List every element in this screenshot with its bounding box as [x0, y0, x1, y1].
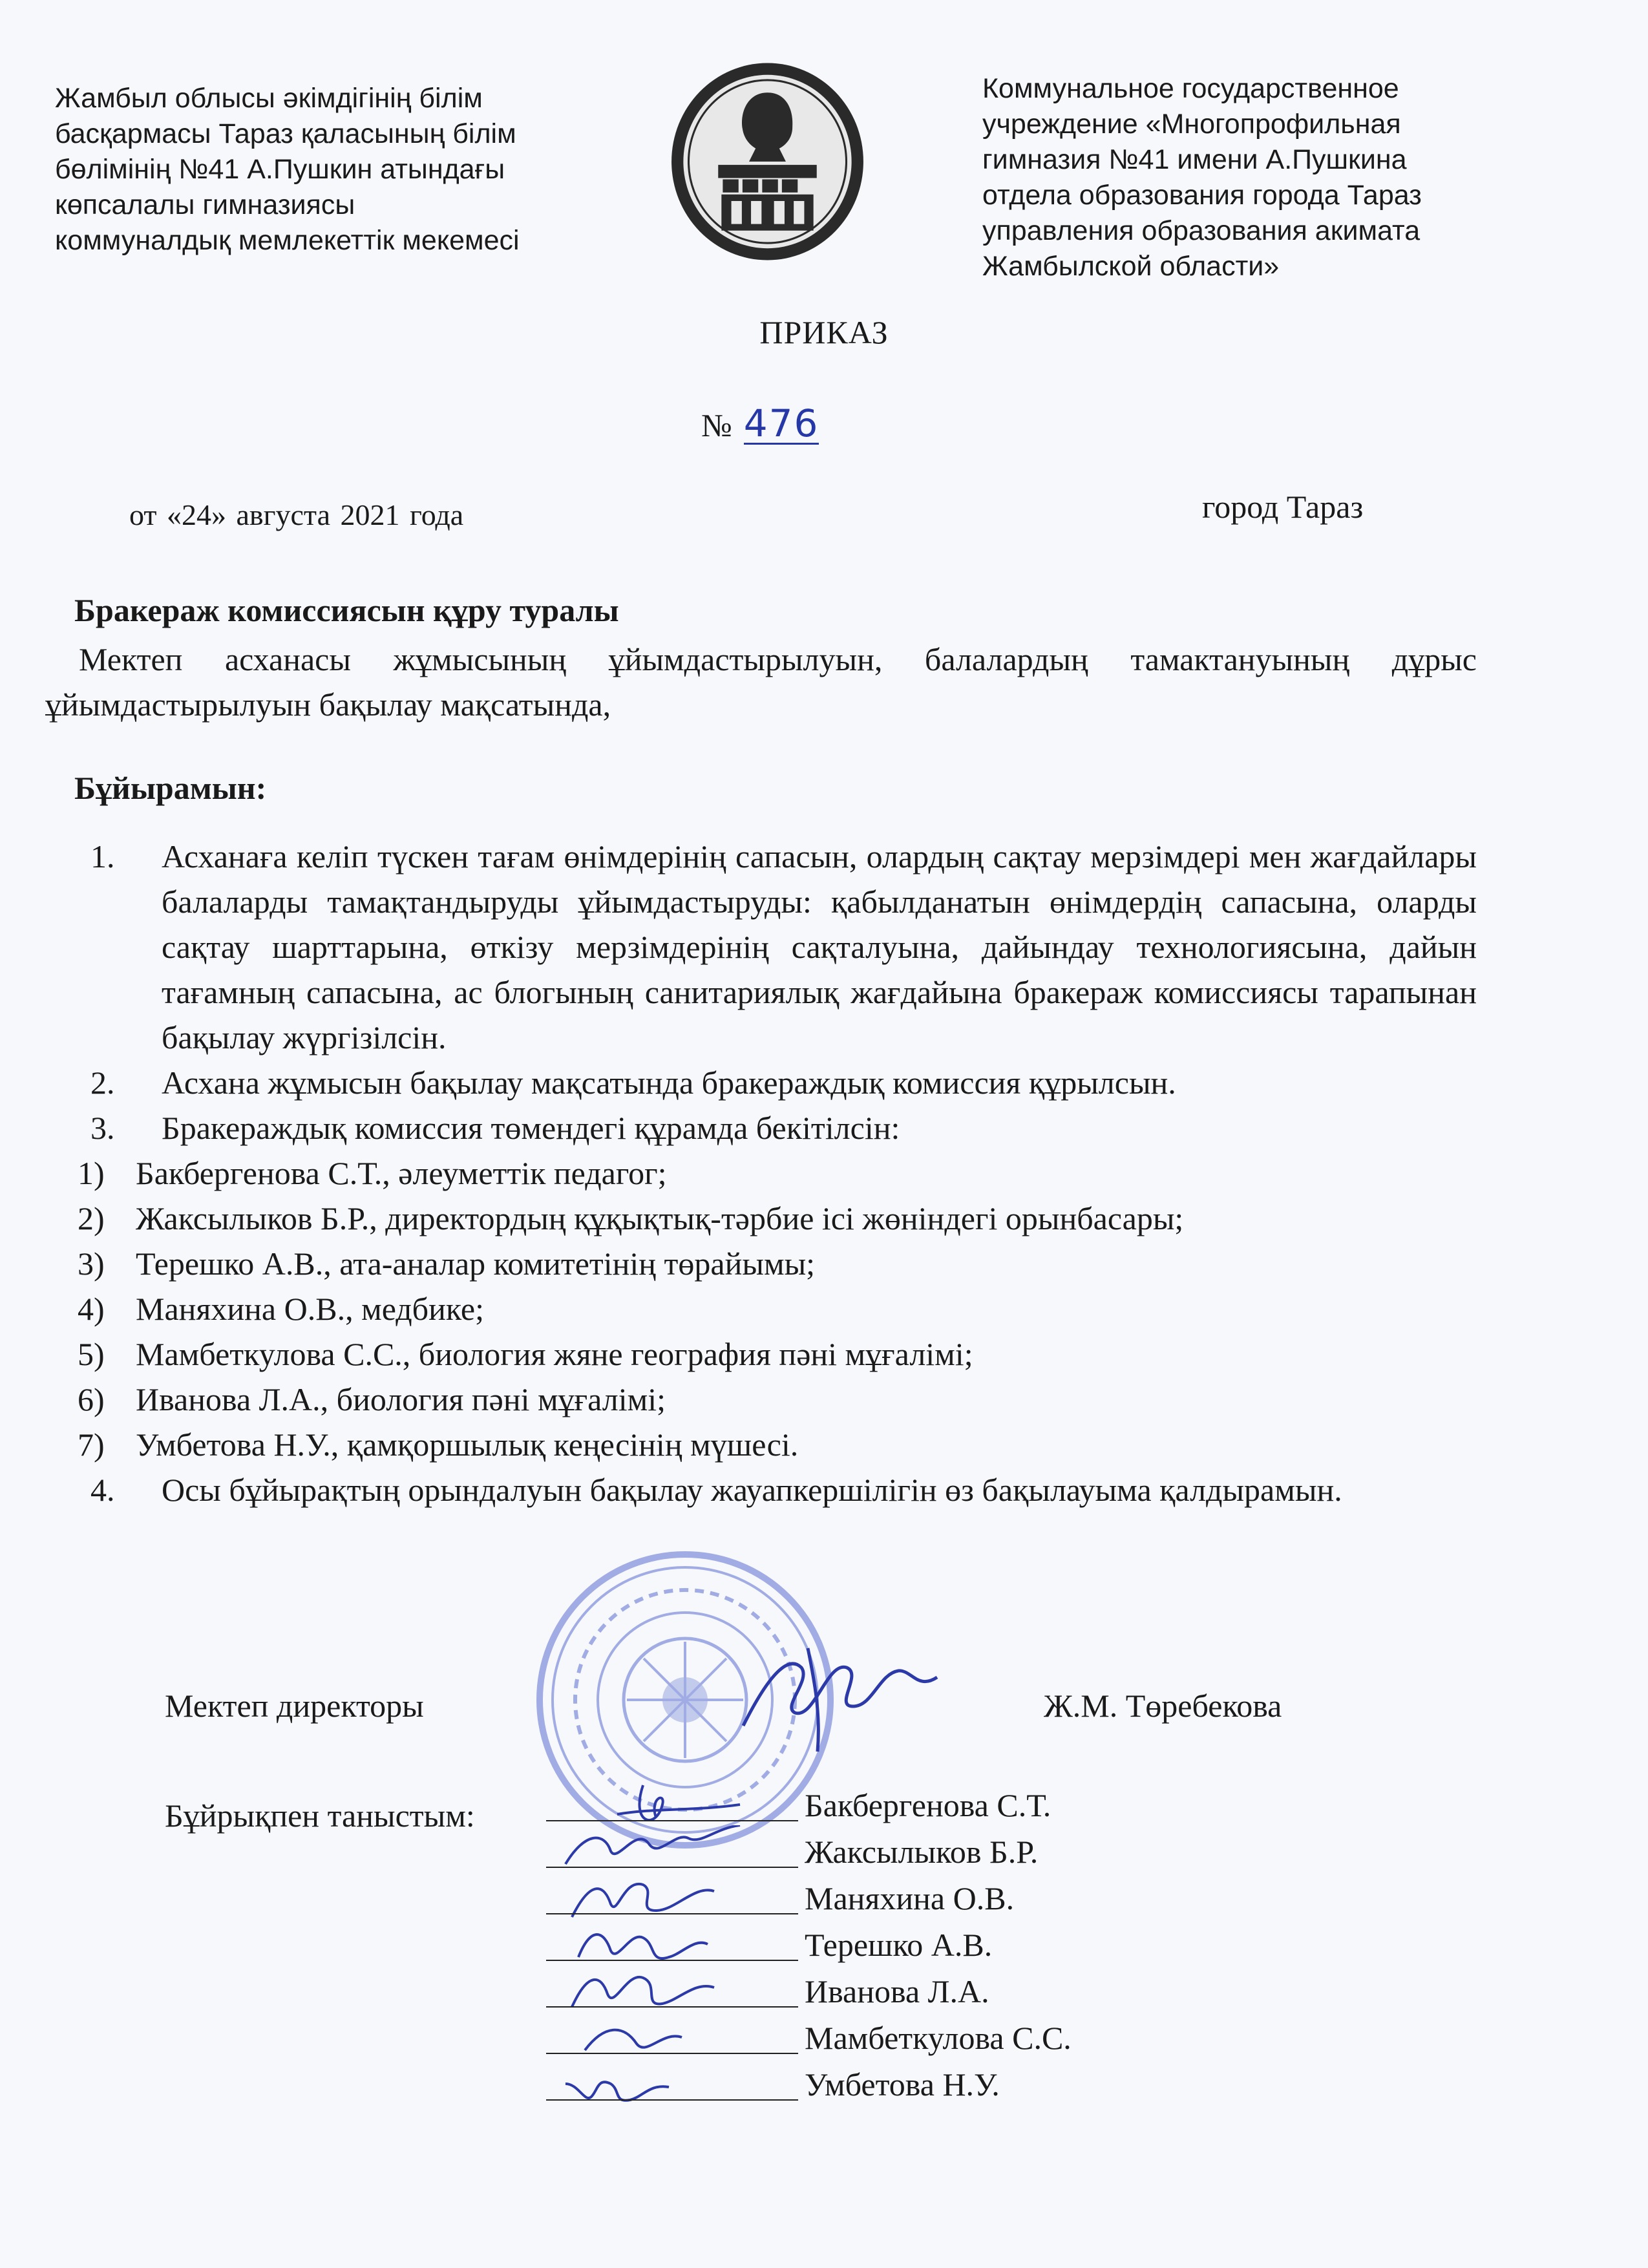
order-item — [90, 834, 1477, 1060]
order-title: ПРИКАЗ — [759, 314, 889, 350]
header-right-line: Жамбылской области» — [982, 251, 1280, 282]
order-item-number: 4. — [90, 1472, 115, 1508]
handwritten-signature-icon — [546, 1965, 759, 2017]
handwritten-signature-icon — [546, 1825, 759, 1877]
member-text: Мамбеткулова С.С., биология жяне география пәні мұғалімі; — [136, 1336, 973, 1372]
order-number-prefix: № — [701, 407, 732, 443]
member-number: 4) — [78, 1291, 105, 1327]
member-number: 1) — [78, 1155, 105, 1191]
member-text: Умбетова Н.У., қамқоршылық кеңесінің мүшесі. — [136, 1426, 799, 1463]
acknowledgement-label: Бұйрықпен таныстым: — [165, 1797, 475, 1834]
commission-member — [39, 1241, 1477, 1286]
order-item — [90, 1060, 1477, 1105]
order-item-text: Бракераждық комиссия төмендегі құрамда бекітілсін: — [162, 1110, 900, 1146]
header-left-line: коммуналдық мемлекеттік мекемесі — [55, 225, 520, 256]
acknowledgement-row — [546, 1830, 1128, 1877]
acknowledgement-name: Иванова Л.А. — [805, 1973, 989, 2009]
header-right-line: Коммунальное государственное — [982, 73, 1399, 104]
handwritten-signature-icon — [546, 2058, 759, 2110]
acknowledgement-row — [546, 1877, 1128, 1924]
commission-member — [39, 1286, 1477, 1331]
commission-member — [39, 1150, 1477, 1196]
acknowledgement-name: Бакбергенова С.Т. — [805, 1787, 1051, 1823]
gymnasium-emblem-icon — [669, 58, 866, 265]
commission-member — [39, 1422, 1477, 1467]
order-item-number: 1. — [90, 838, 115, 874]
acknowledgement-row — [546, 1970, 1128, 2017]
member-number: 3) — [78, 1245, 105, 1282]
member-text: Иванова Л.А., биология пәні мұғалімі; — [136, 1381, 666, 1417]
order-number — [701, 401, 819, 445]
member-number: 7) — [78, 1426, 105, 1463]
order-subject: Бракераж комиссиясын құру туралы — [74, 592, 619, 628]
header-left-line: көпсалалы гимназиясы — [55, 189, 355, 220]
order-item-number: 2. — [90, 1065, 115, 1101]
signature-line — [546, 1913, 798, 1914]
header-right-line: гимназия №41 имени А.Пушкина — [982, 144, 1407, 175]
acknowledgement-list — [546, 1784, 1128, 2110]
commission-member — [39, 1377, 1477, 1422]
signature-line — [546, 1960, 798, 1961]
order-item-text: Асханаға келіп түскен тағам өнімдерінің сапасын, олардың сақтау мерзімдері мен жағдайлары балаларды тамақтандыруды ұйымдастыруды: қабылданатын өнімдердің сапасына, оларды сақтау шарттарына, өткізу мерзімдерінің сақталуына, дайындау технологиясына, дайын тағамның сапасына, ас блогының санитариялық жағдайына бракераж комиссиясы тарапынан бақылау жүргізілсін. — [162, 838, 1477, 1055]
member-number: 2) — [78, 1200, 105, 1236]
acknowledgement-row — [546, 1784, 1128, 1830]
order-items-list — [78, 834, 1477, 1512]
order-date: от «24» августа 2021 года — [129, 498, 464, 531]
acknowledgement-name: Жаксылыков Б.Р. — [805, 1834, 1039, 1870]
handwritten-signature-icon — [546, 1872, 759, 1924]
header-right-line: управления образования акимата — [982, 215, 1421, 246]
member-text: Маняхина О.В., медбике; — [136, 1291, 485, 1327]
acknowledgement-name: Умбетова Н.У. — [805, 2066, 1000, 2103]
handwritten-signature-icon — [730, 1629, 963, 1758]
director-name: Ж.М. Төребекова — [1044, 1688, 1282, 1724]
signature-line — [546, 2053, 798, 2054]
acknowledgement-name: Маняхина О.В. — [805, 1880, 1015, 1916]
order-intro: Мектеп асханасы жұмысының ұйымдастырылуын, балалардың тамактануының дұрыс ұйымдастырылуын бақылау мақсатында, — [45, 641, 1477, 723]
order-number-value: 476 — [743, 401, 819, 445]
order-command: Бұйырамын: — [74, 770, 267, 806]
header-right-line: отдела образования города Тараз — [982, 180, 1422, 211]
order-item — [90, 1105, 1477, 1150]
acknowledgement-row — [546, 2063, 1128, 2110]
header-left-line: Жамбыл облысы әкімдігінің білім — [55, 83, 483, 114]
director-label: Мектеп директоры — [165, 1688, 424, 1724]
signature-line — [546, 2099, 798, 2101]
member-text: Жаксылыков Б.Р., директордың құқықтық-тәрбие ісі жөніндегі орынбасары; — [136, 1200, 1184, 1236]
header-right-block — [982, 71, 1564, 284]
acknowledgement-name: Мамбеткулова С.С. — [805, 2020, 1072, 2056]
acknowledgement-name: Терешко А.В. — [805, 1927, 993, 1963]
handwritten-signature-icon — [546, 2011, 759, 2063]
member-text: Бакбергенова С.Т., әлеуметтік педагог; — [136, 1155, 667, 1191]
commission-members-list — [39, 1150, 1477, 1467]
commission-member — [39, 1196, 1477, 1241]
signature-line — [546, 1867, 798, 1868]
header-right-line: учреждение «Многопрофильная — [982, 109, 1401, 140]
acknowledgement-row — [546, 2017, 1128, 2063]
member-number: 6) — [78, 1381, 105, 1417]
header-left-block — [55, 81, 585, 259]
order-item — [90, 1467, 1477, 1512]
signature-line — [546, 1820, 798, 1821]
member-text: Терешко А.В., ата-аналар комитетінің төрайымы; — [136, 1245, 816, 1282]
handwritten-signature-icon — [546, 1779, 759, 1830]
member-number: 5) — [78, 1336, 105, 1372]
order-item-text: Осы бұйырақтың орындалуын бақылау жауапкершілігін өз бақылауыма қалдырамын. — [162, 1472, 1342, 1508]
signature-line — [546, 2006, 798, 2008]
acknowledgement-row — [546, 1924, 1128, 1970]
order-city: город Тараз — [1202, 489, 1364, 525]
header-left-line: бөлімінің №41 А.Пушкин атындағы — [55, 154, 505, 185]
order-item-text: Асхана жұмысын бақылау мақсатында бракераждық комиссия құрылсын. — [162, 1065, 1176, 1101]
header-left-line: басқармасы Тараз қаласының білім — [55, 118, 516, 149]
commission-member — [39, 1331, 1477, 1377]
handwritten-signature-icon — [546, 1918, 759, 1970]
order-item-number: 3. — [90, 1110, 115, 1146]
